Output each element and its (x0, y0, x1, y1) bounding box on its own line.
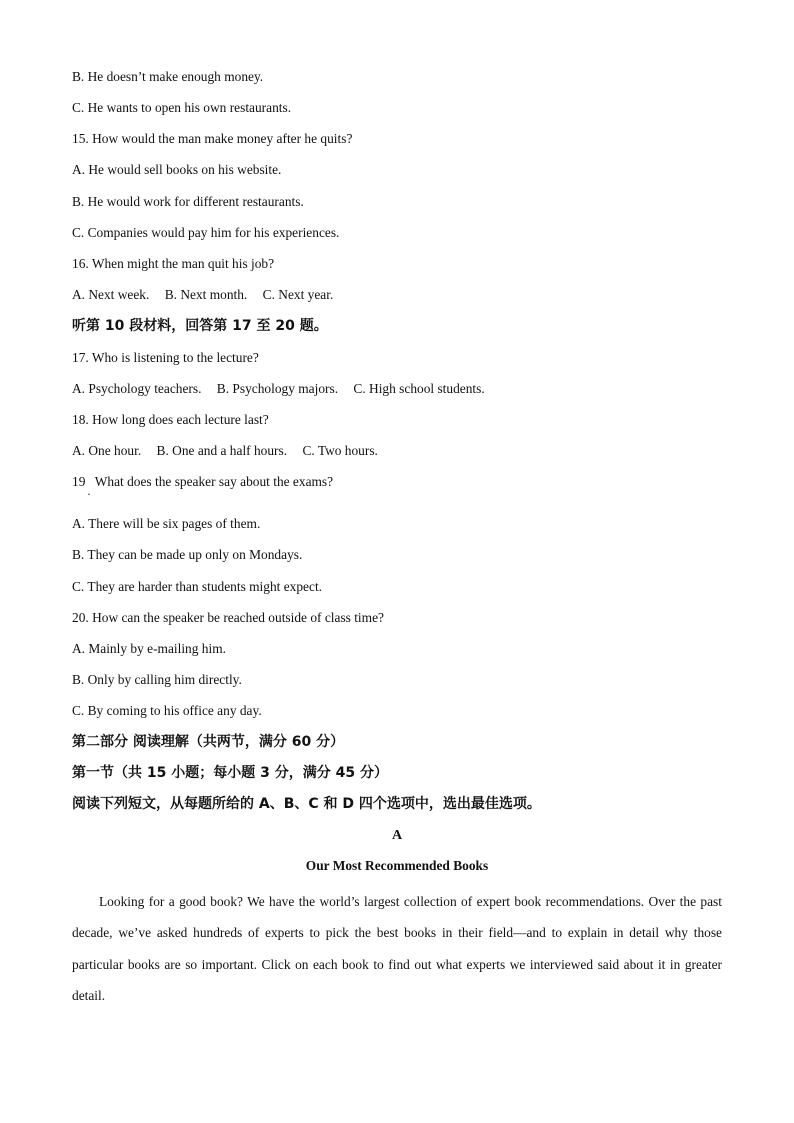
q15-option-b: B. He would work for different restaurants. (72, 194, 304, 209)
q17-option-a: A. Psychology teachers. (72, 381, 202, 396)
passage-body: Looking for a good book? We have the world’s largest collection of expert book recommendations. Over the past decade, we’ve asked hundreds of experts to pick the best books in their field—and to explain in detail why those particular books are so important. Click on each book to find out what experts we interviewed said about it in greater detail. (72, 894, 722, 1003)
q20-option-a: A. Mainly by e-mailing him. (72, 641, 226, 656)
q15-option-a: A. He would sell books on his website. (72, 162, 282, 177)
q18-options (72, 442, 390, 460)
q17-option-b: B. Psychology majors. (216, 381, 339, 396)
q16-options (72, 286, 345, 304)
q16-question: 16. When might the man quit his job? (72, 256, 275, 271)
q16-option-a: A. Next week. (72, 287, 150, 302)
stray-dot: · (87, 487, 91, 501)
section-10-heading: 听第 10 段材料，回答第 17 至 20 题。 (72, 318, 328, 334)
q19-option-a: A. There will be six pages of them. (72, 516, 261, 531)
q16-option-b: B. Next month. (164, 287, 248, 302)
q16-option-c: C. Next year. (262, 287, 334, 302)
part-2-heading: 第二部分 阅读理解（共两节，满分 60 分） (72, 734, 345, 750)
q18-option-c: C. Two hours. (302, 443, 378, 458)
passage-title: Our Most Recommended Books (305, 858, 489, 873)
q19-number: 19 (72, 474, 86, 489)
q14-option-b: B. He doesn’t make enough money. (72, 69, 264, 84)
q20-option-b: B. Only by calling him directly. (72, 672, 242, 687)
q15-question: 15. How would the man make money after he quits? (72, 131, 353, 146)
q20-question: 20. How can the speaker be reached outside of class time? (72, 610, 384, 625)
q18-option-b: B. One and a half hours. (156, 443, 288, 458)
passage-label: A (391, 828, 403, 843)
q19-option-c: C. They are harder than students might expect. (72, 579, 323, 594)
q14-option-c: C. He wants to open his own restaurants. (72, 100, 292, 115)
q19-text: What does the speaker say about the exams? (94, 474, 334, 489)
reading-instructions: 阅读下列短文，从每题所给的 A、B、C 和 D 四个选项中，选出最佳选项。 (72, 796, 541, 812)
q18-question: 18. How long does each lecture last? (72, 412, 269, 427)
q17-option-c: C. High school students. (353, 381, 485, 396)
q17-question: 17. Who is listening to the lecture? (72, 350, 259, 365)
q17-options (72, 380, 497, 398)
q18-option-a: A. One hour. (72, 443, 142, 458)
q15-option-c: C. Companies would pay him for his experiences. (72, 225, 340, 240)
q20-option-c: C. By coming to his office any day. (72, 703, 262, 718)
q19-option-b: B. They can be made up only on Mondays. (72, 547, 303, 562)
q19-question (72, 473, 333, 491)
section-1-heading: 第一节（共 15 小题；每小题 3 分，满分 45 分） (72, 765, 388, 781)
